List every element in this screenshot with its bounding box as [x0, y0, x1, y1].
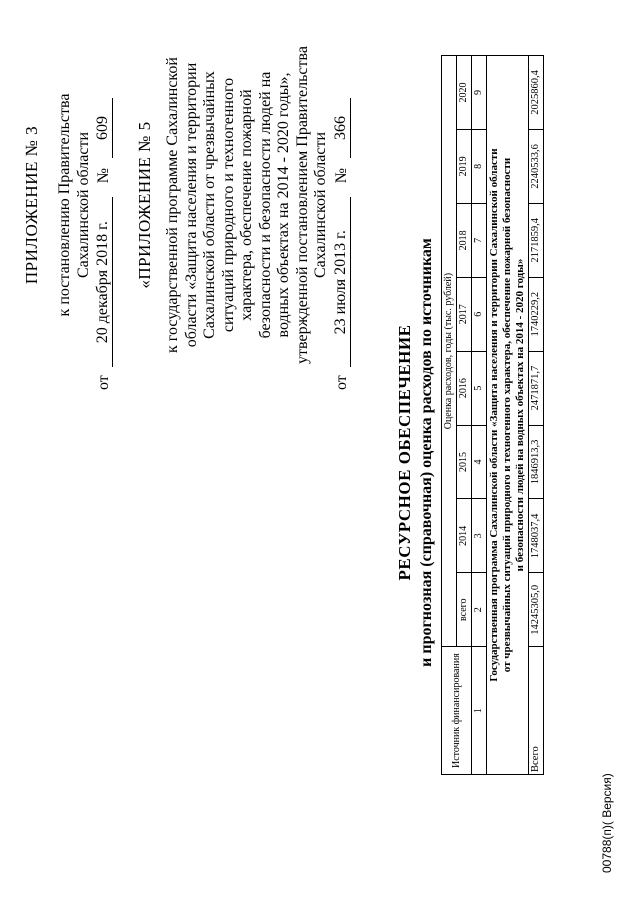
program-title-line: Государственная программа Сахалинской области «Защита населения и территории Сахалинской области [488, 148, 500, 682]
document-subtitle: и прогнозная (справочная) оценка расходов по источникам [418, 238, 435, 667]
annex5-title: «ПРИЛОЖЕНИЕ № 5 [135, 121, 154, 289]
annex5-date: 23 июля 2013 г. [331, 197, 351, 367]
annex3-title: ПРИЛОЖЕНИЕ № 3 [22, 125, 41, 285]
annex3-date-row [93, 20, 113, 390]
annex5-line: безопасности и безопасности людей на [256, 71, 274, 339]
annex5-date-prefix: от [332, 375, 350, 390]
program-title [487, 56, 529, 775]
col-number: 4 [472, 425, 487, 499]
row-value: 1748037,4 [529, 499, 544, 573]
program-title-line: и безопасности людей на водных объектах на 2014 - 2020 годы» [514, 258, 526, 572]
header-year: 2019 [457, 129, 472, 203]
annex5-num-label: № [332, 167, 350, 184]
document-title: РЕСУРСНОЕ ОБЕСПЕЧЕНИЕ [395, 324, 414, 581]
annex5-line: водных объектах на 2014 - 2020 годы», [275, 72, 292, 338]
program-title-line: от чрезвычайных ситуаций природного и техногенного характера, обеспечение пожарной безопасности [501, 157, 513, 673]
header-source: Источник финансирования [442, 647, 472, 775]
header-year: 2015 [457, 425, 472, 499]
footer-code: 00788(п)( Версия) [600, 773, 614, 873]
header-year: 2020 [457, 56, 472, 130]
row-value: 1740229,2 [529, 277, 544, 351]
row-value: 14245305,0 [529, 573, 544, 647]
col-number: 7 [472, 203, 487, 277]
resources-table [441, 55, 544, 775]
annex3-num: 609 [93, 98, 113, 158]
annex3-num-label: № [95, 167, 112, 184]
annex3-date-prefix: от [95, 375, 112, 390]
annex5-line: утвержденной постановлением Правительства [293, 46, 311, 364]
header-estimate: Оценка расходов, годы (тыс. рублей) [442, 56, 457, 647]
row-value: 2471871,7 [529, 351, 544, 425]
annex5-line: ситуаций природного и техногенного [219, 77, 237, 333]
table-header-row [442, 56, 457, 775]
row-value: 2240533,6 [529, 129, 544, 203]
col-number: 5 [472, 351, 487, 425]
row-value: 2025860,4 [529, 56, 544, 130]
annex-header [0, 20, 351, 390]
annex3-line2: Сахалинской области [75, 131, 92, 279]
col-number: 2 [472, 573, 487, 647]
col-number: 1 [472, 647, 487, 775]
annex5-num: 366 [331, 98, 351, 158]
col-number: 6 [472, 277, 487, 351]
col-number: 9 [472, 56, 487, 130]
program-title-row [487, 56, 529, 775]
header-year: 2014 [457, 499, 472, 573]
header-year: 2018 [457, 203, 472, 277]
annex3-line1: к постановлению Правительства [56, 93, 73, 317]
col-number: 8 [472, 129, 487, 203]
row-source: Всего [529, 647, 544, 775]
header-year: 2016 [457, 351, 472, 425]
table-row [529, 56, 544, 775]
row-value: 1846913,3 [529, 425, 544, 499]
annex5-date-row [331, 20, 351, 390]
annex5-line: Сахалинской области [312, 131, 329, 279]
header-year: 2017 [457, 277, 472, 351]
col-number: 3 [472, 499, 487, 573]
annex3-date: 20 декабря 2018 г. [93, 197, 113, 367]
annex5-line: к государственной программе Сахалинской [164, 57, 181, 353]
annex5-line: Сахалинской области от чрезвычайных [201, 71, 218, 339]
row-value: 2171859,4 [529, 203, 544, 277]
header-year: всего [457, 573, 472, 647]
table-colnum-row [472, 56, 487, 775]
annex5-line: области «Защита населения и территории [182, 62, 200, 348]
annex5-line: характера, обеспечение пожарной [238, 89, 255, 321]
